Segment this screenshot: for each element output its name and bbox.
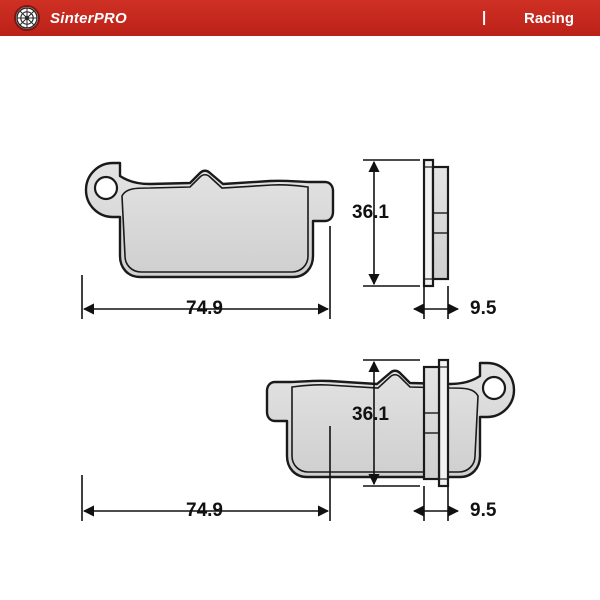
bottom-thickness-dimension — [414, 486, 458, 521]
top-thickness-value: 9.5 — [470, 298, 497, 319]
bottom-pad-side-view — [424, 360, 448, 486]
bottom-thickness-value: 9.5 — [470, 500, 497, 521]
product-series-label: Racing — [524, 10, 575, 27]
bottom-height-value: 36.1 — [352, 404, 389, 425]
header-separator: | — [482, 9, 487, 26]
bottom-pad-face-view — [267, 363, 514, 477]
top-height-value: 36.1 — [352, 202, 389, 223]
top-width-value: 74.9 — [186, 298, 223, 319]
sinterpro-wheel-logo-icon — [14, 5, 40, 31]
header-bar — [0, 0, 600, 36]
top-pad-side-view — [424, 160, 448, 286]
bottom-width-value: 74.9 — [186, 500, 223, 521]
brand-name: SinterPRO — [50, 9, 127, 27]
brake-pad-dimension-drawing — [0, 36, 600, 600]
top-pad-face-view — [86, 163, 333, 277]
top-thickness-dimension — [414, 286, 458, 319]
